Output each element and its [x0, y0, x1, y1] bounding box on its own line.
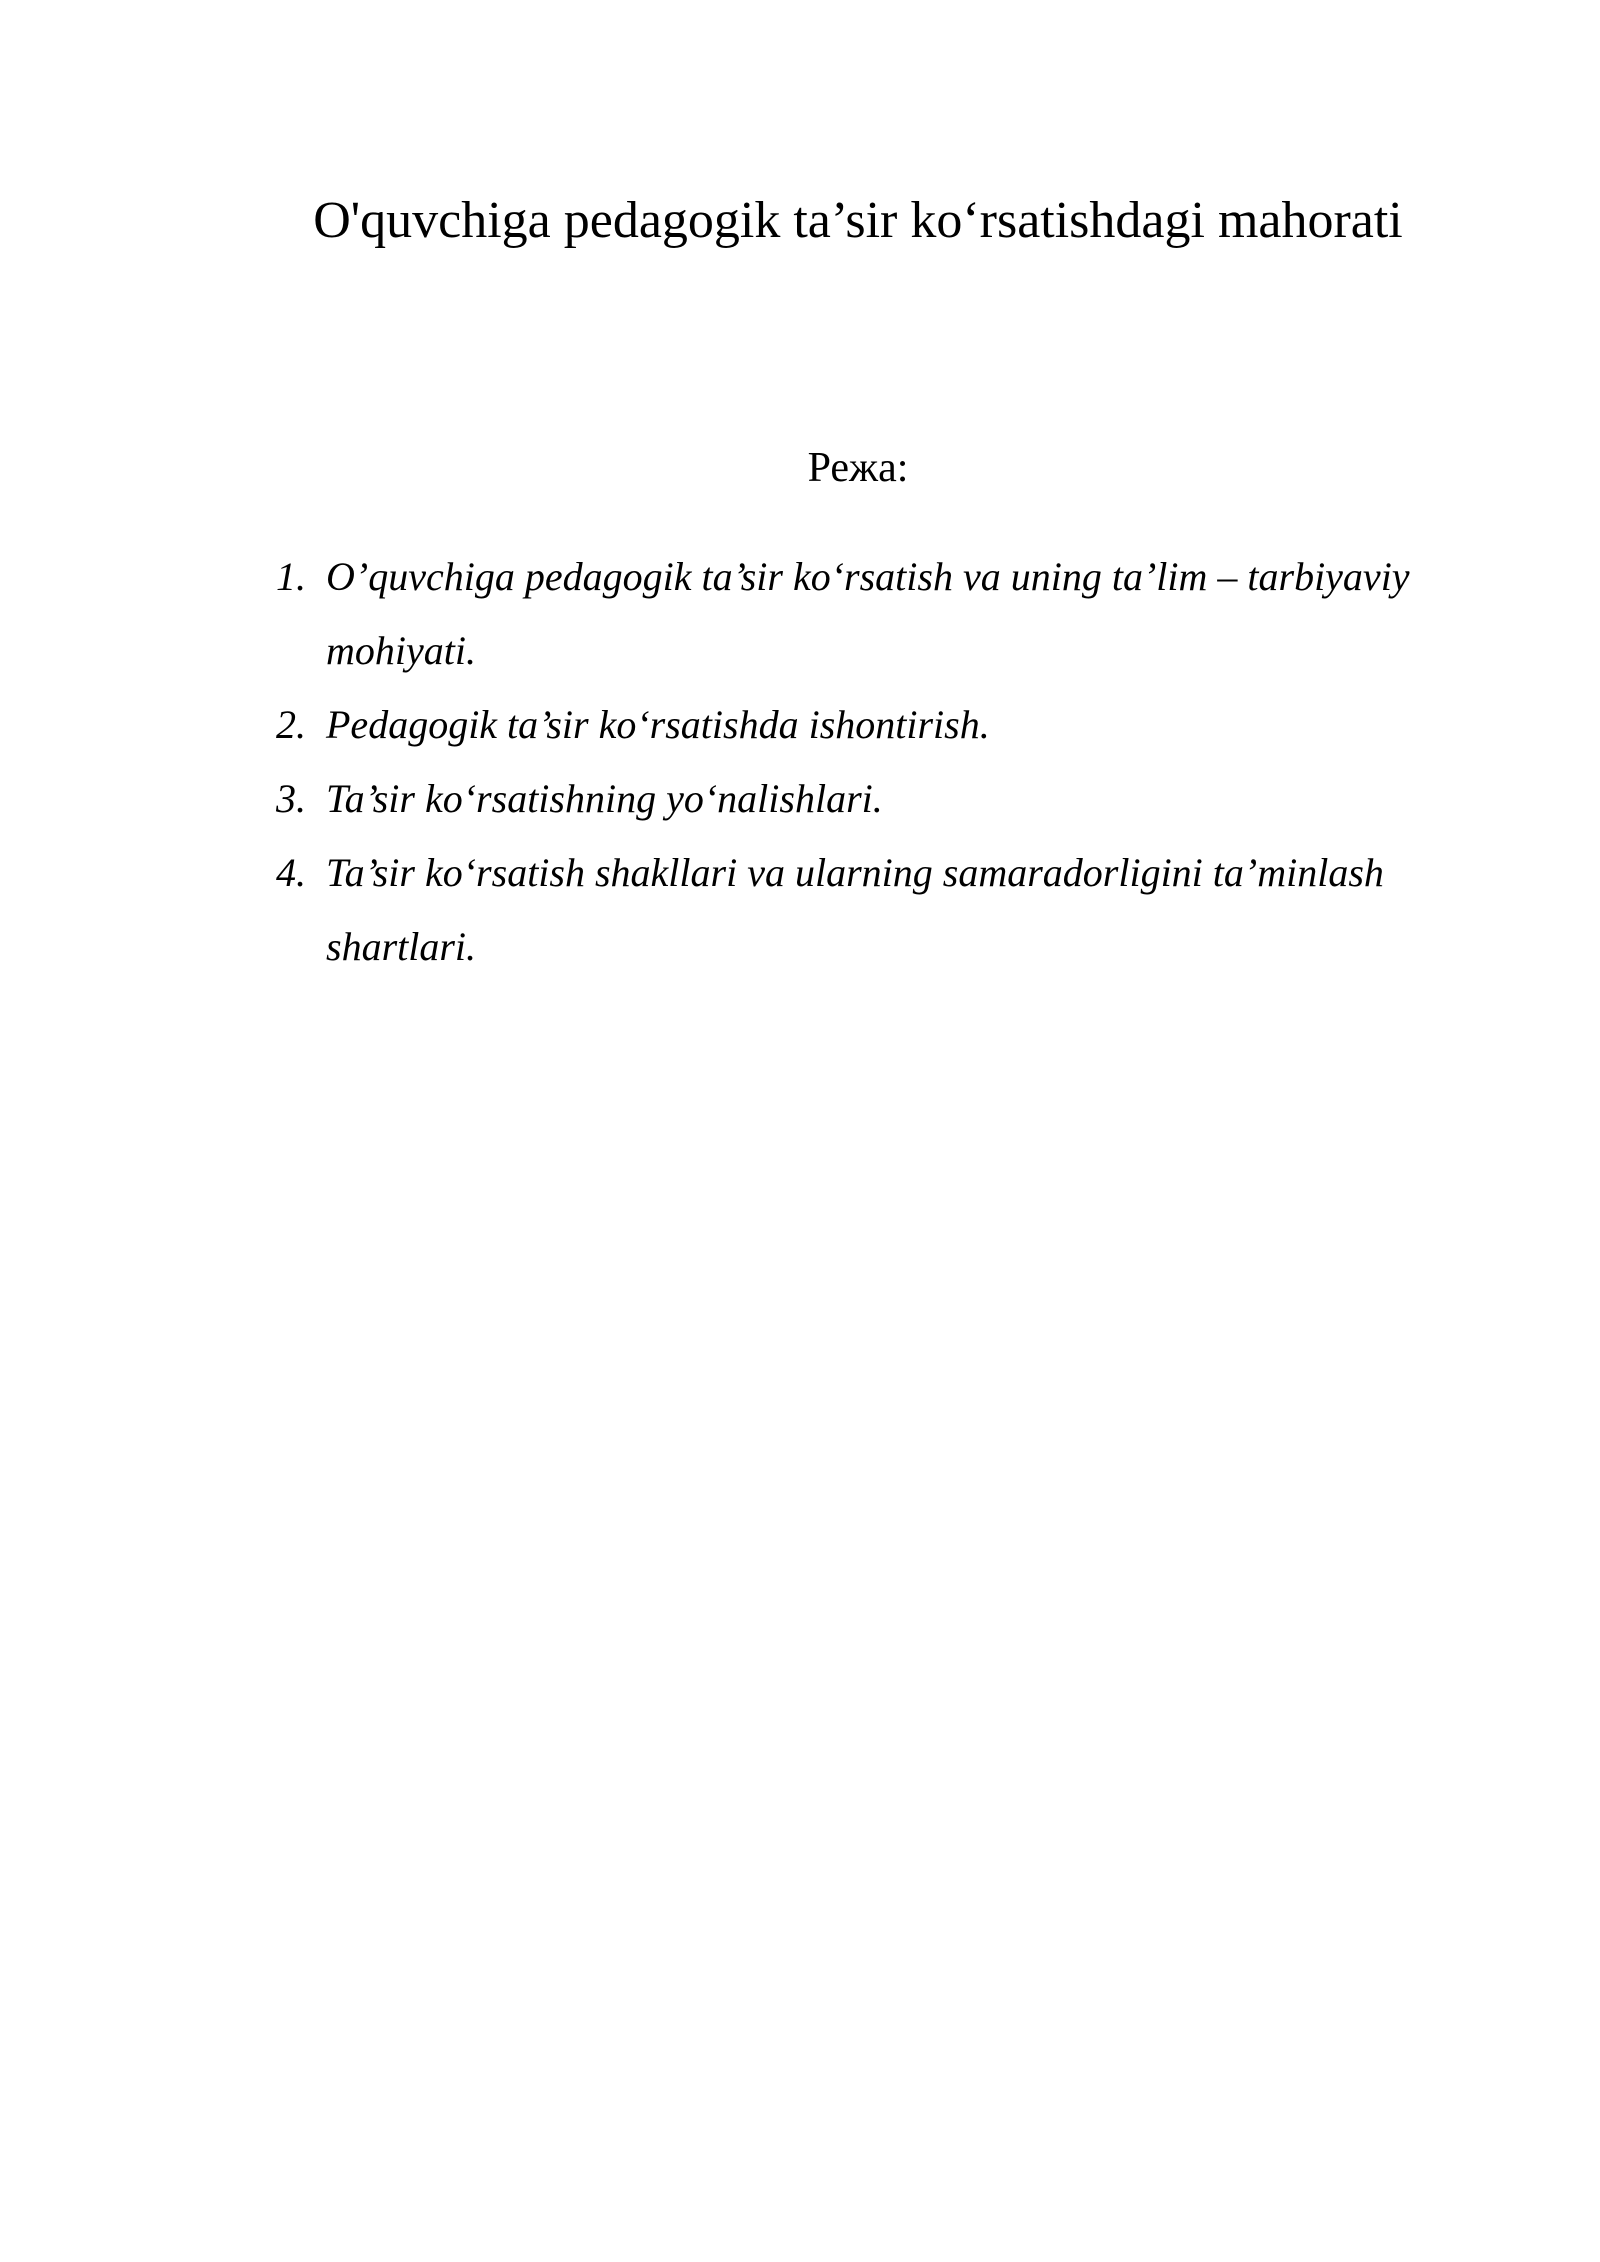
plan-item-number: 1.: [276, 554, 306, 599]
plan-item-2: [276, 688, 1516, 762]
plan-item-number: 2.: [276, 702, 306, 747]
plan-item-1: [276, 540, 1516, 688]
plan-list: [276, 540, 1516, 984]
plan-item-text: Pedagogik ta’sir ko‘rsatishda ishontirish.: [326, 702, 990, 747]
document-title: O'quvchiga pedagogik ta’sir ko‘rsatishdagi mahorati: [313, 192, 1403, 249]
plan-item-number: 4.: [276, 850, 306, 895]
plan-heading: Режа:: [807, 445, 909, 491]
plan-item-text: Ta’sir ko‘rsatishning yo‘nalishlari.: [326, 776, 883, 821]
plan-item-4: [276, 836, 1516, 984]
plan-item-text: O’quvchiga pedagogik ta’sir ko‘rsatish va uning ta’lim – tarbiyaviy mohiyati.: [326, 554, 1410, 673]
plan-item-3: [276, 762, 1516, 836]
plan-item-text: Ta’sir ko‘rsatish shakllari va ularning samaradorligini ta’minlash shartlari.: [326, 850, 1384, 969]
plan-item-number: 3.: [276, 776, 306, 821]
